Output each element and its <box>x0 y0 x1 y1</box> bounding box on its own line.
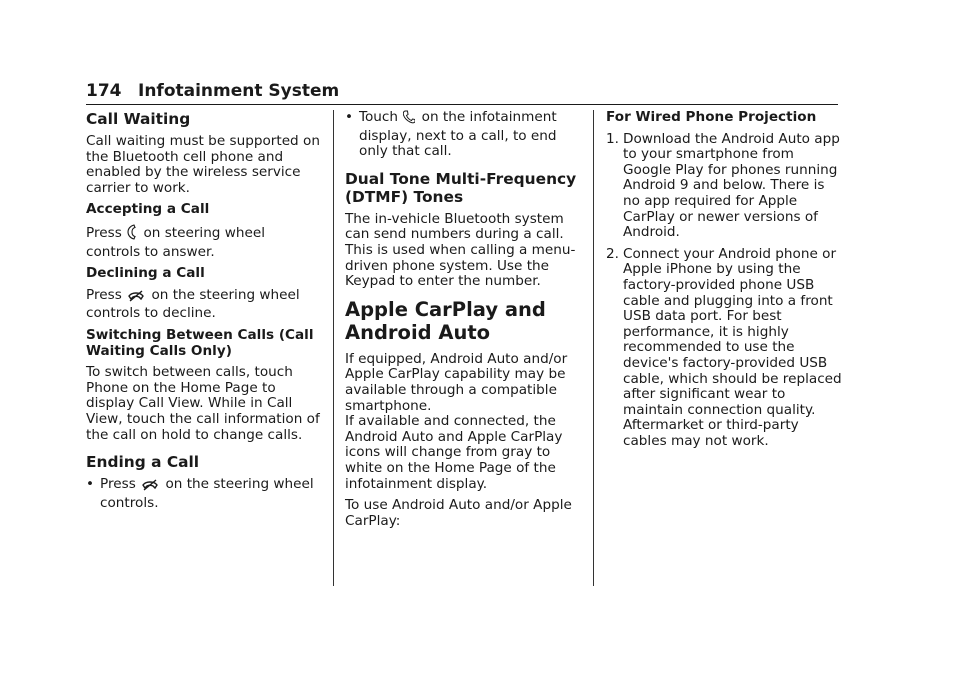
heading-carplay: Apple CarPlay and Android Auto <box>345 297 546 344</box>
text: Touch <box>359 109 399 125</box>
step-number: 2. <box>606 245 619 262</box>
column-divider <box>333 110 334 586</box>
heading-dtmf: Dual Tone Multi-Frequency (DTMF) Tones <box>345 169 577 206</box>
paragraph-decline <box>86 288 322 322</box>
text: Press <box>100 476 136 493</box>
bullet-icon: • <box>345 109 354 125</box>
column-left <box>86 110 322 517</box>
subheading-declining: Declining a Call <box>86 265 205 282</box>
subheading-switching: Switching Between Calls (Call Waiting Calls Only) <box>86 326 314 359</box>
text: on the steering wheel controls. <box>100 476 314 511</box>
page-header <box>86 80 838 105</box>
list-item <box>345 110 583 160</box>
phone-answer-icon <box>127 224 137 245</box>
paragraph: If available and connected, the Android Auto and Apple CarPlay icons will change from gray to white on the Home Page of the infotainment display. <box>345 413 563 492</box>
text: on the infotainment display, next to a call, to end only that call. <box>359 109 557 160</box>
subheading-accepting: Accepting a Call <box>86 201 210 218</box>
paragraph: Call waiting must be supported on the Bluetooth cell phone and enabled by the wireless service carrier to work. <box>86 133 320 196</box>
paragraph-accept <box>86 224 322 260</box>
step-text: Download the Android Auto app to your smartphone from Google Play for phones running Android 9 and below. There is no app required for Apple CarPlay or newer versions of Android. <box>623 130 840 241</box>
paragraph: To switch between calls, touch Phone on the Home Page to display Call View. While in Call View, touch the call information of the call on hold to change calls. <box>86 364 320 443</box>
steps-list <box>606 132 842 450</box>
text: Press <box>86 224 122 241</box>
phone-hangup-icon <box>127 290 145 307</box>
subheading-wired: For Wired Phone Projection <box>606 109 817 125</box>
list-item <box>606 132 842 241</box>
column-divider <box>593 110 594 586</box>
paragraph: If equipped, Android Auto and/or Apple CarPlay capability may be available through a compatible smartphone. <box>345 350 568 414</box>
column-right <box>606 110 842 455</box>
page-number: 174 <box>86 81 122 101</box>
section-title: Infotainment System <box>138 81 340 101</box>
column-middle <box>345 110 583 535</box>
step-text: Connect your Android phone or Apple iPhone by using the factory-provided phone USB cable and plugging into a front USB data port. For best performance, it is highly recommended to use the device's factory-provided USB cable, which should be replaced after significant wear to maintain connection quality. Aftermarket or third-party cables may not work. <box>623 245 842 449</box>
bullet-icon: • <box>86 476 95 493</box>
paragraph: To use Android Auto and/or Apple CarPlay: <box>345 497 572 529</box>
list-item <box>86 477 322 511</box>
text: on the steering wheel controls to decline. <box>86 286 300 322</box>
heading-ending-call: Ending a Call <box>86 453 200 472</box>
text: on steering wheel controls to answer. <box>86 224 265 260</box>
heading-call-waiting: Call Waiting <box>86 110 191 128</box>
phone-hangup-icon <box>141 479 159 496</box>
phone-handset-icon <box>403 110 415 129</box>
text: Press <box>86 286 122 303</box>
list-item <box>606 247 842 450</box>
paragraph: The in-vehicle Bluetooth system can send numbers during a call. This is used when calling a menu-driven phone system. Use the Keypad to enter the number. <box>345 210 576 290</box>
step-number: 1. <box>606 130 619 147</box>
